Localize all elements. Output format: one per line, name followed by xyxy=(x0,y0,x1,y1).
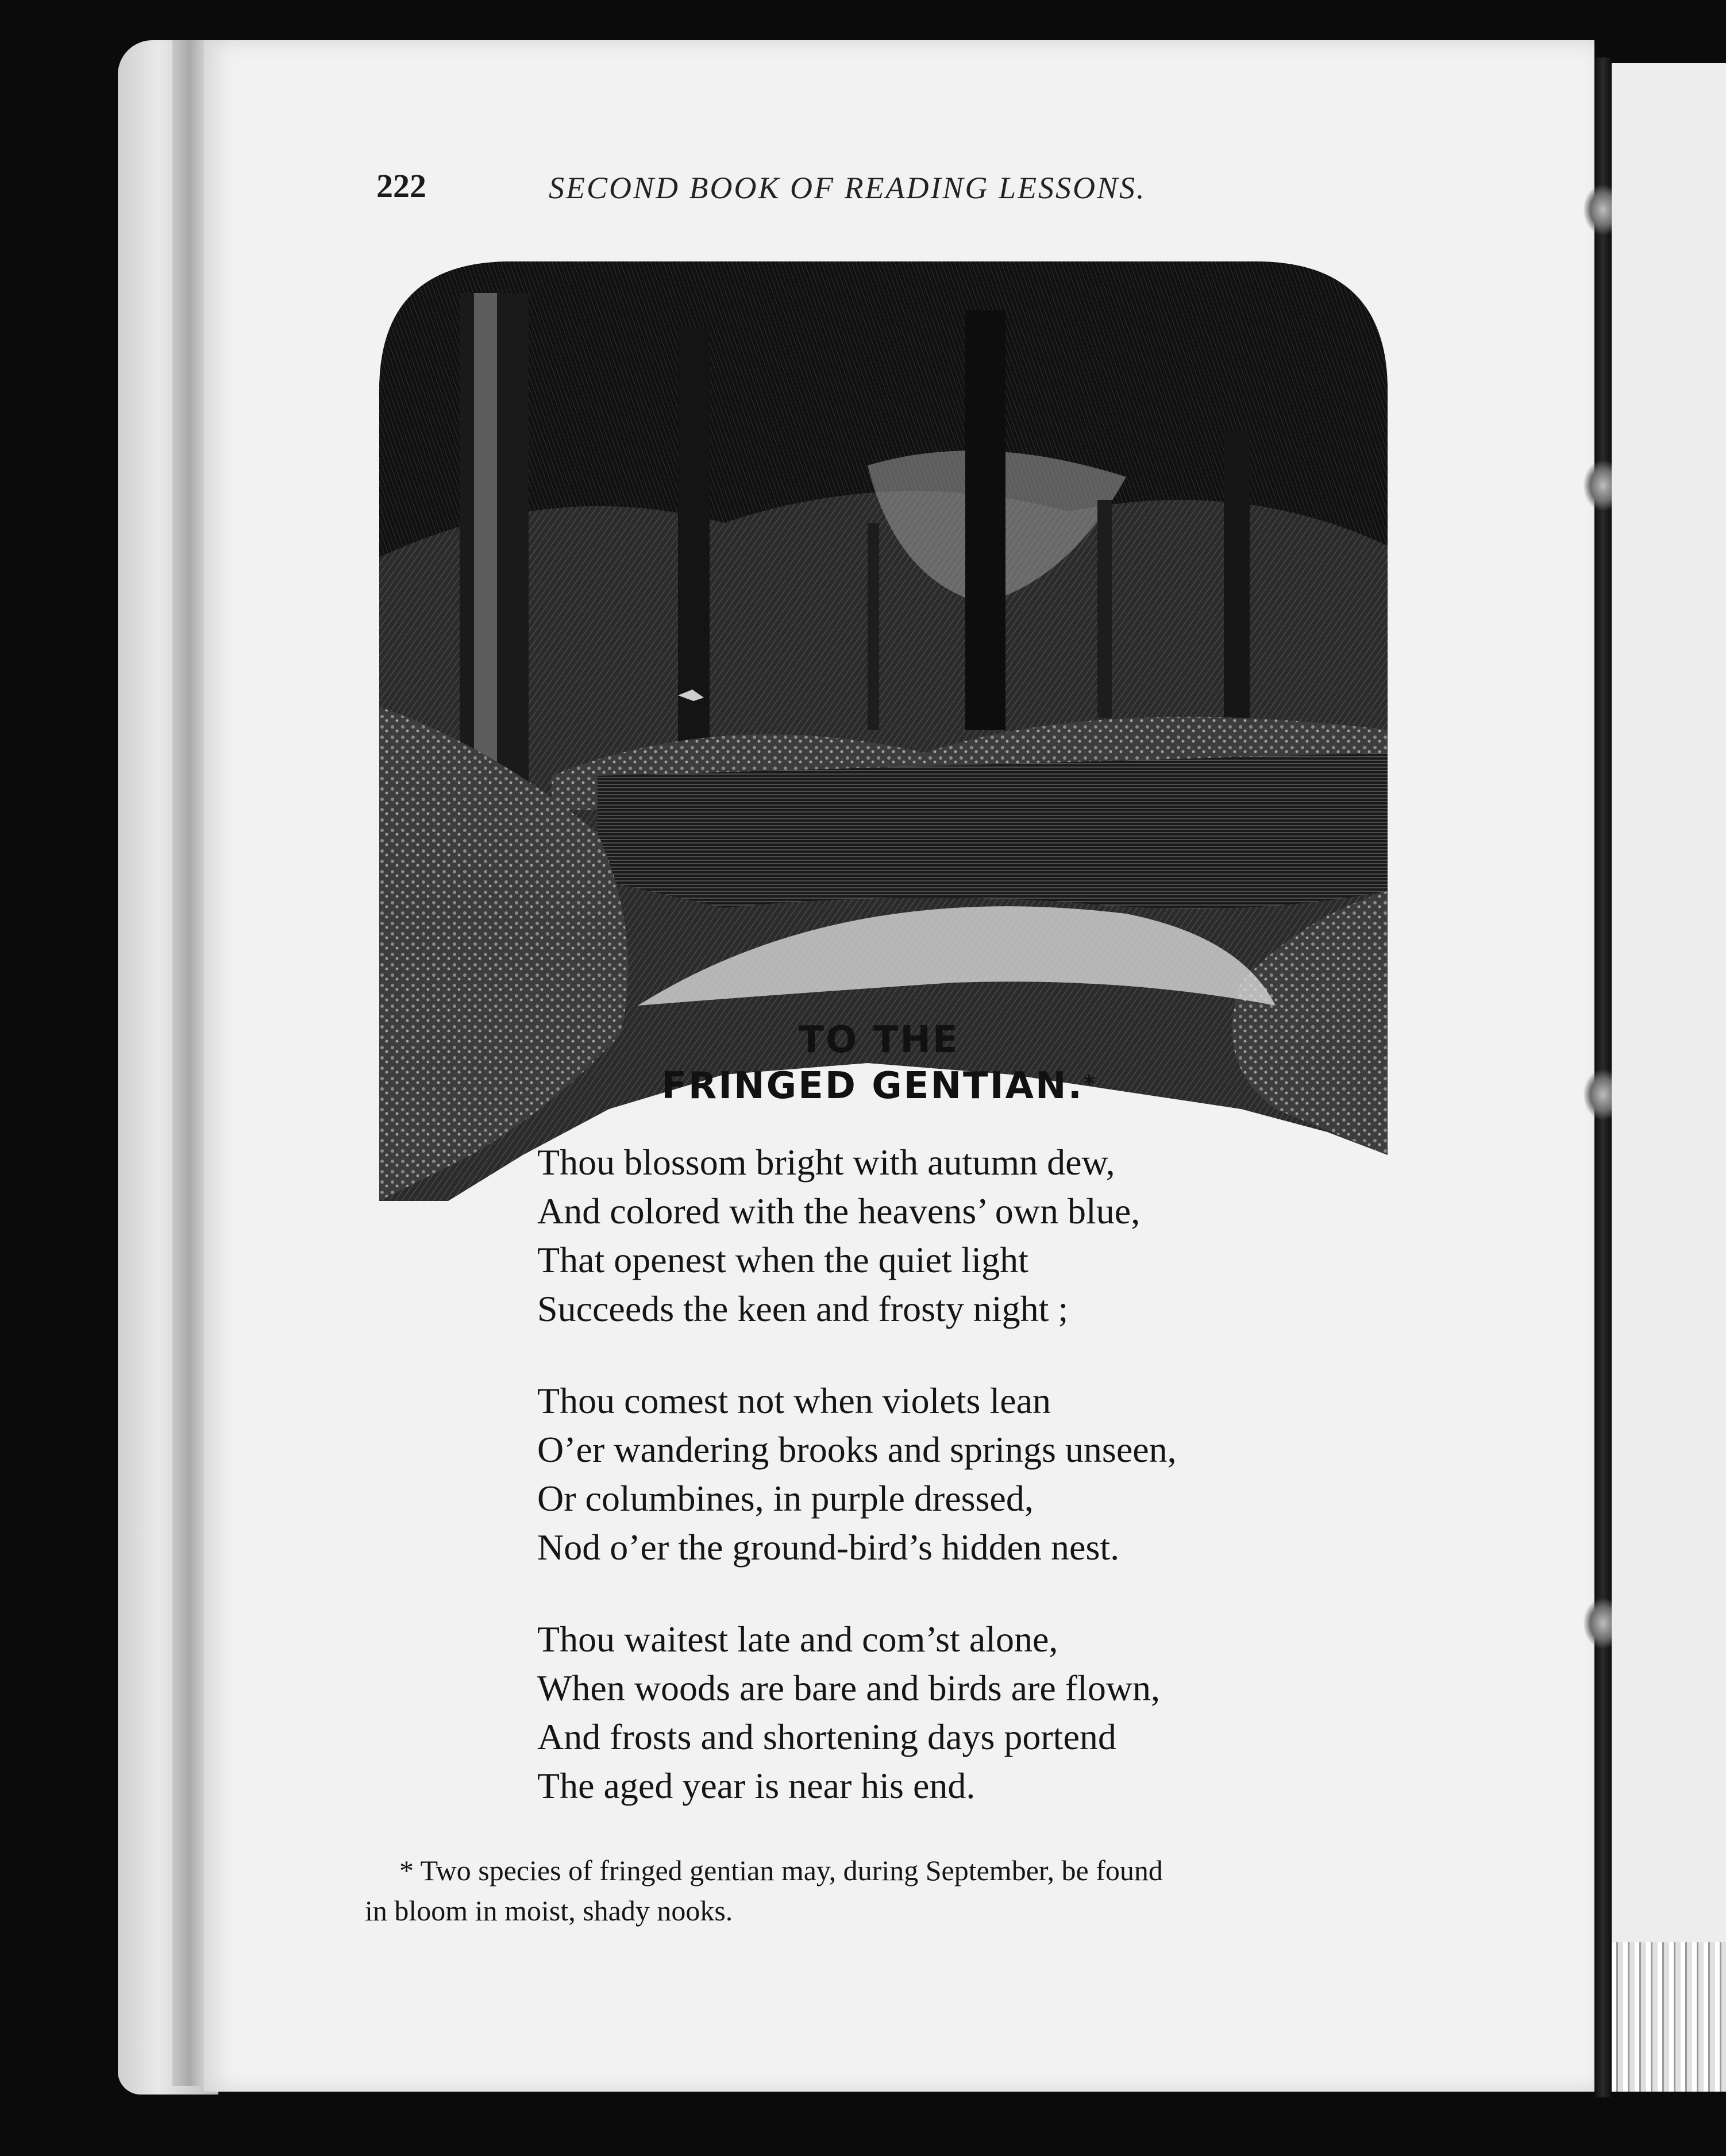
poem-line: And colored with the heavens’ own blue, xyxy=(537,1191,1141,1231)
poem-line: Thou comest not when violets lean xyxy=(537,1380,1051,1421)
footnote-marker: * xyxy=(1083,1071,1097,1096)
page-gutter xyxy=(172,40,207,2086)
poem-line: O’er wandering brooks and springs unseen, xyxy=(537,1429,1177,1470)
poem-title-line2: FRINGED GENTIAN. xyxy=(661,1065,1084,1107)
poem-line: That openest when the quiet light xyxy=(537,1239,1028,1280)
next-page-edge xyxy=(1612,63,1726,2092)
poem-line: Nod o’er the ground-bird’s hidden nest. xyxy=(537,1527,1120,1568)
poem-line: And frosts and shortening days portend xyxy=(537,1716,1116,1757)
running-head xyxy=(376,167,1238,218)
footnote-line2: in bloom in moist, shady nooks. xyxy=(365,1895,733,1927)
poem-line: Thou waitest late and com’st alone, xyxy=(537,1619,1058,1660)
page-edges xyxy=(1612,1942,1726,2092)
poem-line: Or columbines, in purple dressed, xyxy=(537,1478,1034,1519)
stanza-1 xyxy=(537,1138,1342,1333)
stanza-3 xyxy=(537,1615,1342,1810)
poem-line: Thou blossom bright with autumn dew, xyxy=(537,1142,1115,1183)
poem-line: When woods are bare and birds are flown, xyxy=(537,1668,1161,1708)
poem-line: The aged year is near his end. xyxy=(537,1765,976,1806)
footnote-line1: * Two species of fringed gentian may, during September, be found xyxy=(399,1854,1163,1886)
footnote xyxy=(365,1850,1399,1931)
book-binding xyxy=(1594,57,1612,2097)
poem-line: Succeeds the keen and frosty night ; xyxy=(537,1288,1069,1329)
page-number: 222 xyxy=(376,167,426,205)
poem-title-line1: TO THE xyxy=(799,1019,960,1061)
stanza-2 xyxy=(537,1376,1342,1572)
book-title: SECOND BOOK OF READING LESSONS. xyxy=(549,171,1146,205)
poem-title xyxy=(632,1017,1126,1109)
